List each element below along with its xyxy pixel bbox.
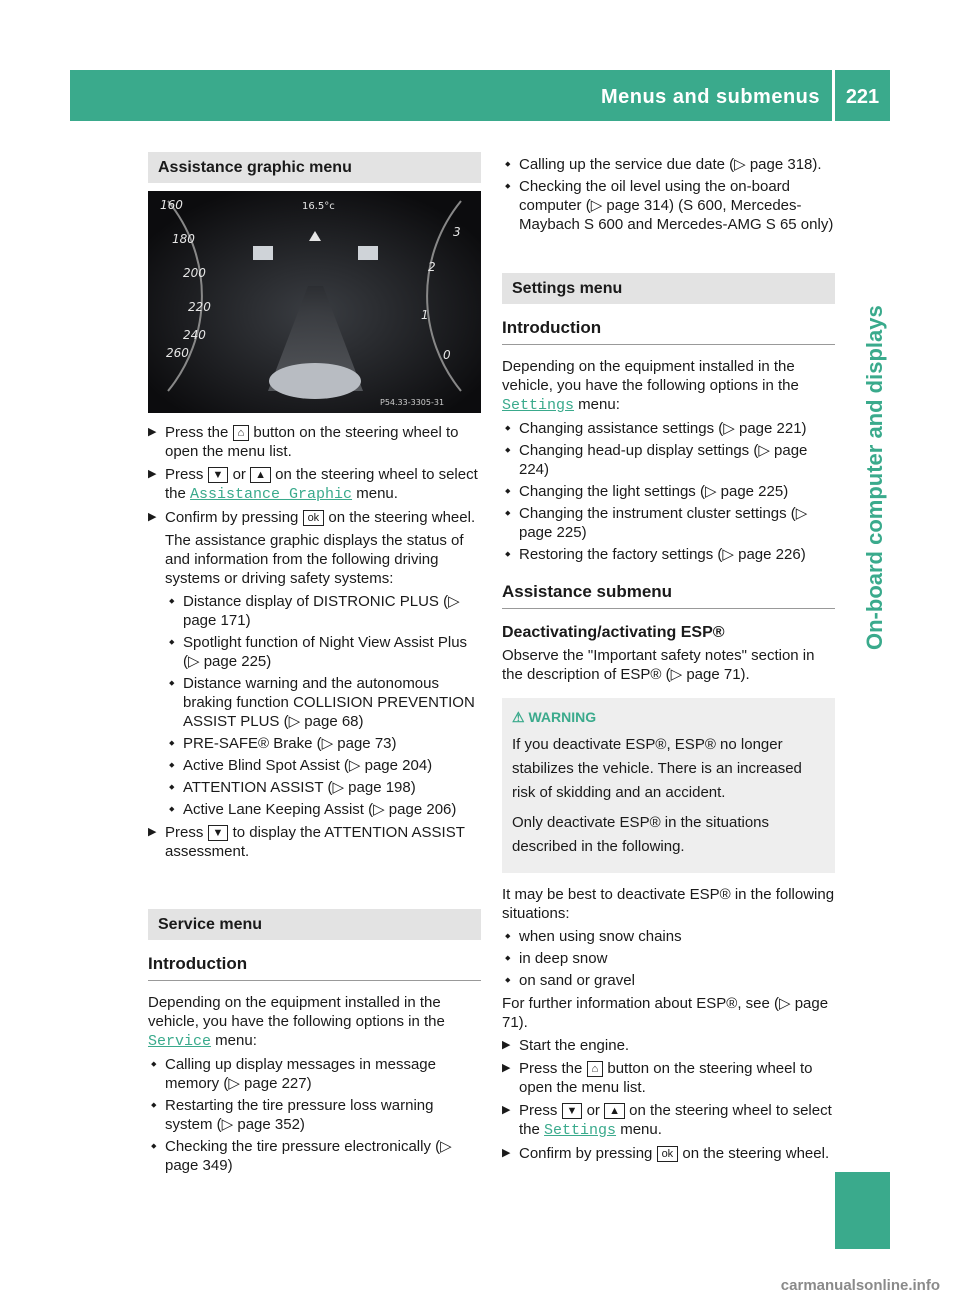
list-item: ■ Spotlight function of Night View Assist Plus (▷ page 225) <box>148 633 481 671</box>
up-key-icon: ▲ <box>250 467 271 483</box>
step-select-menu: ▶ Press ▼ or ▲ on the steering wheel to select the Assistance Graphic menu. <box>148 465 481 504</box>
ok-key-icon: ok <box>303 510 325 526</box>
esp-further-info: For further information about ESP®, see (▷ page 71). <box>502 995 829 1031</box>
step-attention-assist: ▶ Press ▼ to display the ATTENTION ASSIST assessment. <box>148 823 481 861</box>
warning-text-1: If you deactivate ESP®, ESP® no longer stabilizes the vehicle. There is an increased risk of skidding and an accident. <box>512 736 802 801</box>
assistance-graphic-menu-label: Assistance Graphic <box>190 486 353 503</box>
esp-intro: Observe the "Important safety notes" section in the description of ESP® (▷ page 71). <box>502 647 815 683</box>
svg-text:2: 2 <box>428 260 436 274</box>
service-menu-label: Service <box>148 1033 212 1050</box>
warning-triangle-icon: ⚠ <box>512 709 529 725</box>
list-item: ■ on sand or gravel <box>502 971 835 990</box>
list-item: ■ Changing the light settings (▷ page 225) <box>502 482 835 501</box>
step-open-menu: ▶ Press the ⌂ button on the steering wheel to open the menu list. <box>148 423 481 461</box>
up-key-icon: ▲ <box>604 1103 625 1119</box>
fig-caption: P54.33-3305-31 <box>380 398 445 407</box>
list-item: ■ Active Blind Spot Assist (▷ page 204) <box>148 756 481 775</box>
list-item: ■ ATTENTION ASSIST (▷ page 198) <box>148 778 481 797</box>
down-key-icon: ▼ <box>208 467 229 483</box>
side-tab-block <box>835 1172 890 1249</box>
assistance-submenu-heading: Assistance submenu <box>502 576 835 609</box>
step-confirm: ▶ Confirm by pressing ok on the steering wheel. <box>502 1144 835 1163</box>
step-select-settings: ▶ Press ▼ or ▲ on the steering wheel to select the Settings menu. <box>502 1101 835 1140</box>
list-item: ■ Distance display of DISTRONIC PLUS (▷ page 171) <box>148 592 481 630</box>
svg-text:160: 160 <box>160 198 183 212</box>
svg-text:260: 260 <box>166 346 189 360</box>
settings-menu-label: Settings <box>544 1122 617 1139</box>
svg-text:1: 1 <box>421 308 429 322</box>
svg-text:200: 200 <box>183 266 206 280</box>
list-item: ■ Distance warning and the autonomous braking function COLLISION PREVENTION ASSIST PLUS (▷ page 68) <box>148 674 481 731</box>
svg-text:0: 0 <box>443 348 451 362</box>
warning-title: ⚠ WARNING <box>512 709 597 725</box>
list-item: ■ in deep snow <box>502 949 835 968</box>
ok-key-icon: ok <box>657 1146 679 1162</box>
service-menu-heading: Service menu <box>148 909 481 940</box>
down-key-icon: ▼ <box>562 1103 583 1119</box>
list-item: ■ Calling up the service due date (▷ page 318). <box>502 155 835 174</box>
warning-text-2: Only deactivate ESP® in the situations described in the following. <box>512 814 770 855</box>
warning-box <box>502 698 835 873</box>
list-item: ■ Calling up display messages in message memory (▷ page 227) <box>148 1055 481 1093</box>
page-title: Menus and submenus <box>600 86 820 108</box>
settings-introduction-heading: Introduction <box>502 312 835 345</box>
step-start-engine: ▶ Start the engine. <box>502 1036 835 1055</box>
service-introduction-heading: Introduction <box>148 948 481 981</box>
assistance-graphic-heading: Assistance graphic menu <box>148 152 481 183</box>
left-column <box>148 152 481 1178</box>
svg-text:220: 220 <box>188 300 211 314</box>
settings-menu-label: Settings <box>502 397 575 414</box>
settings-menu-heading: Settings menu <box>502 273 835 304</box>
list-item: ■ PRE-SAFE® Brake (▷ page 73) <box>148 734 481 753</box>
right-column <box>502 152 835 1167</box>
fig-temp: 16.5°c <box>302 201 335 212</box>
list-item: ■ when using snow chains <box>502 927 835 946</box>
list-item: ■ Changing head-up display settings (▷ page 224) <box>502 441 835 479</box>
instrument-cluster-image <box>148 191 481 413</box>
list-item: ■ Restoring the factory settings (▷ page 226) <box>502 545 835 564</box>
list-item: ■ Changing the instrument cluster settings (▷ page 225) <box>502 504 835 542</box>
step-confirm: ▶ Confirm by pressing ok on the steering wheel. <box>148 508 481 527</box>
assistance-description: The assistance graphic displays the status of and information from the following driving systems or driving safety systems: <box>165 532 464 587</box>
esp-situations-intro: It may be best to deactivate ESP® in the following situations: <box>502 886 835 922</box>
step-open-menu: ▶ Press the ⌂ button on the steering wheel to open the menu list. <box>502 1059 835 1097</box>
list-item: ■ Checking the oil level using the on-board computer (▷ page 314) (S 600, Mercedes-Maybach S 600 and Mercedes-AMG S 65 only) <box>502 177 835 234</box>
home-key-icon: ⌂ <box>233 425 250 441</box>
list-item: ■ Active Lane Keeping Assist (▷ page 206) <box>148 800 481 819</box>
down-key-icon: ▼ <box>208 825 229 841</box>
settings-intro: Depending on the equipment installed in the vehicle, you have the following options in the Settings menu: <box>502 358 799 414</box>
list-item: ■ Restarting the tire pressure loss warning system (▷ page 352) <box>148 1096 481 1134</box>
list-item: ■ Checking the tire pressure electronically (▷ page 349) <box>148 1137 481 1175</box>
svg-text:3: 3 <box>453 225 461 239</box>
esp-heading: Deactivating/activating ESP® <box>502 624 725 641</box>
side-tab-label: On-board computer and displays <box>862 305 887 650</box>
page-number: 221 <box>845 86 880 108</box>
svg-text:180: 180 <box>172 232 195 246</box>
home-key-icon: ⌂ <box>587 1061 604 1077</box>
svg-text:240: 240 <box>183 328 206 342</box>
cluster-graphic <box>148 191 481 413</box>
service-intro: Depending on the equipment installed in the vehicle, you have the following options in the Service menu: <box>148 994 445 1050</box>
list-item: ■ Changing assistance settings (▷ page 221) <box>502 419 835 438</box>
footer-watermark: carmanualsonline.info <box>780 1277 940 1294</box>
